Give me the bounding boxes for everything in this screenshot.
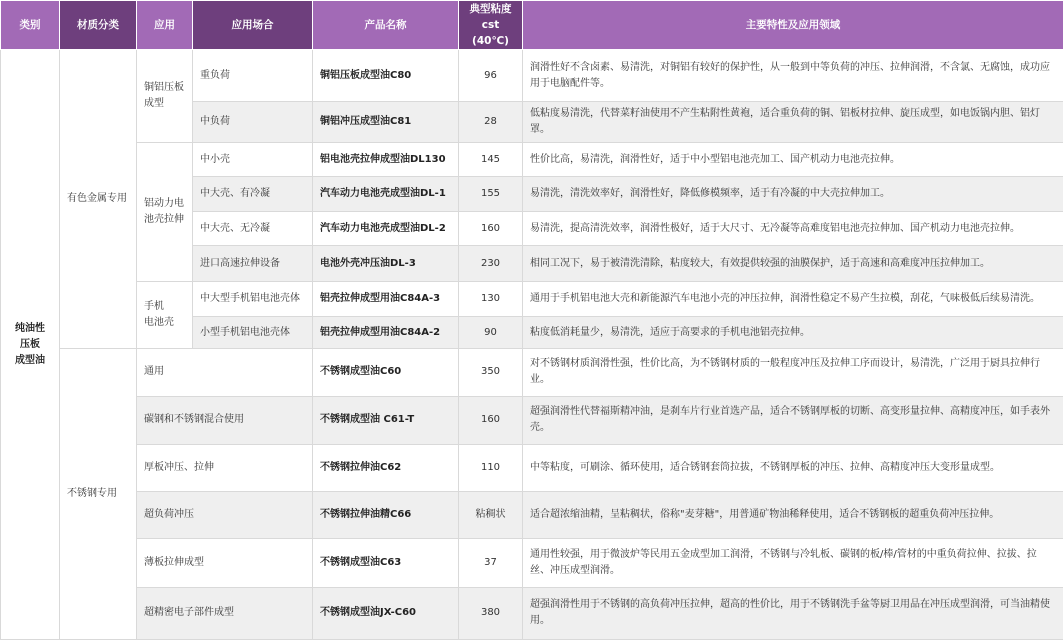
table-row <box>1 444 1063 491</box>
material-nonferrous: 有色金属专用 <box>60 50 137 349</box>
table-header-row <box>1 1 1063 50</box>
viscosity-cell: 160 <box>459 396 523 444</box>
scenario-cell: 中大壳、无冷凝 <box>193 212 313 246</box>
viscosity-cell: 28 <box>459 102 523 143</box>
features-cell: 通用性较强，用于微波炉等民用五金成型加工润滑，不锈钢与冷轧板、碳钢的板/棒/管材的中重负荷拉伸、拉拔、拉丝、冲压成型润滑。 <box>523 538 1063 587</box>
features-cell: 适合超浓缩油精，呈粘稠状，俗称"麦芽糖"，用普通矿物油稀释使用，适合不锈钢板的超重负荷冲压拉伸。 <box>523 491 1063 538</box>
product-cell: 不锈钢成型油JX-C60 <box>313 587 459 639</box>
header-product: 产品名称 <box>313 1 459 50</box>
viscosity-cell: 110 <box>459 444 523 491</box>
viscosity-cell: 90 <box>459 317 523 349</box>
scenario-cell: 厚板冲压、拉伸 <box>137 444 313 491</box>
scenario-cell: 超负荷冲压 <box>137 491 313 538</box>
product-cell: 铜铝压板成型油C80 <box>313 50 459 102</box>
application-phone-battery: 手机 电池壳 <box>137 282 193 349</box>
header-viscosity-line1: 典型粘度 <box>469 3 512 15</box>
scenario-cell: 薄板拉伸成型 <box>137 538 313 587</box>
product-cell: 铝壳拉伸成型用油C84A-3 <box>313 282 459 317</box>
viscosity-cell: 粘稠状 <box>459 491 523 538</box>
table-row <box>1 143 1063 177</box>
table-row <box>1 50 1063 102</box>
scenario-cell: 通用 <box>137 349 313 396</box>
features-cell: 性价比高，易清洗，润滑性好，适于中小型铝电池壳加工、国产机动力电池壳拉伸。 <box>523 143 1063 177</box>
scenario-cell: 超精密电子部件成型 <box>137 587 313 639</box>
table-row <box>1 491 1063 538</box>
product-cell: 铝电池壳拉伸成型油DL130 <box>313 143 459 177</box>
viscosity-cell: 160 <box>459 212 523 246</box>
viscosity-cell: 145 <box>459 143 523 177</box>
application-cu-al: 铜铝压板 成型 <box>137 50 193 143</box>
viscosity-cell: 350 <box>459 349 523 396</box>
scenario-cell: 中小壳 <box>193 143 313 177</box>
features-cell: 低粘度易清洗，代替菜籽油使用不产生粘附性黄袍，适合重负荷的铜、铝板材拉伸、旋压成型，如电饭锅内胆、铝灯罩。 <box>523 102 1063 143</box>
application-al-battery: 铝动力电 池壳拉伸 <box>137 143 193 282</box>
scenario-cell: 中负荷 <box>193 102 313 143</box>
features-cell: 超强润滑性代替福斯精冲油，是刹车片行业首选产品，适合不锈钢厚板的切断、高变形量拉伸、高精度冲压，如手表外壳。 <box>523 396 1063 444</box>
features-cell: 对不锈钢材质润滑性强，性价比高，为不锈钢材质的一般程度冲压及拉伸工序而设计，易清洗，广泛用于厨具拉伸行业。 <box>523 349 1063 396</box>
header-features: 主要特性及应用领域 <box>523 1 1063 50</box>
features-cell: 润滑性好不含卤素、易清洗，对铜铝有较好的保护性，从一般到中等负荷的冲压、拉伸润滑，不含氯、无腐蚀，成功应用于电脑配件等。 <box>523 50 1063 102</box>
scenario-cell: 中大壳、有冷凝 <box>193 177 313 212</box>
product-cell: 不锈钢成型油C60 <box>313 349 459 396</box>
viscosity-cell: 230 <box>459 246 523 282</box>
features-cell: 超强润滑性用于不锈钢的高负荷冲压拉伸，超高的性价比，用于不锈钢洗手盆等厨卫用品在冲压成型润滑，可当油精使用。 <box>523 587 1063 639</box>
product-cell: 不锈钢成型油C63 <box>313 538 459 587</box>
scenario-cell: 碳钢和不锈钢混合使用 <box>137 396 313 444</box>
product-cell: 不锈钢拉伸油精C66 <box>313 491 459 538</box>
header-scenario: 应用场合 <box>193 1 313 50</box>
features-cell: 易清洗，提高清洗效率，润滑性极好，适于大尺寸、无冷凝等高难度铝电池壳拉伸加、国产机动力电池壳拉伸。 <box>523 212 1063 246</box>
product-cell: 铜铝冲压成型油C81 <box>313 102 459 143</box>
product-cell: 不锈钢成型油 C61-T <box>313 396 459 444</box>
features-cell: 粘度低消耗量少，易清洗，适应于高要求的手机电池铝壳拉伸。 <box>523 317 1063 349</box>
scenario-cell: 进口高速拉伸设备 <box>193 246 313 282</box>
scenario-cell: 小型手机铝电池壳体 <box>193 317 313 349</box>
table-row <box>1 349 1063 396</box>
viscosity-cell: 37 <box>459 538 523 587</box>
product-cell: 汽车动力电池壳成型油DL-2 <box>313 212 459 246</box>
header-viscosity <box>459 1 523 50</box>
viscosity-cell: 96 <box>459 50 523 102</box>
product-cell: 铝壳拉伸成型用油C84A-2 <box>313 317 459 349</box>
features-cell: 相同工况下，易于被清洗清除，粘度较大，有效提供较强的油膜保护，适于高速和高难度冲压拉伸加工。 <box>523 246 1063 282</box>
table-row <box>1 282 1063 317</box>
material-stainless: 不锈钢专用 <box>60 349 137 640</box>
product-cell: 汽车动力电池壳成型油DL-1 <box>313 177 459 212</box>
features-cell: 通用于手机铝电池大壳和新能源汽车电池小壳的冲压拉伸，润滑性稳定不易产生拉模，刮花，气味极低后续易清洗。 <box>523 282 1063 317</box>
scenario-cell: 中大型手机铝电池壳体 <box>193 282 313 317</box>
product-cell: 不锈钢拉伸油C62 <box>313 444 459 491</box>
header-material: 材质分类 <box>60 1 137 50</box>
features-cell: 中等粘度，可刷涂、循环使用，适合锈钢套筒拉拔，不锈钢厚板的冲压、拉伸、高精度冲压大变形量成型。 <box>523 444 1063 491</box>
product-cell: 电池外壳冲压油DL-3 <box>313 246 459 282</box>
header-viscosity-line2: cst (40℃) <box>472 19 509 47</box>
viscosity-cell: 380 <box>459 587 523 639</box>
table-row <box>1 587 1063 639</box>
viscosity-cell: 155 <box>459 177 523 212</box>
table-row <box>1 538 1063 587</box>
header-category: 类别 <box>1 1 60 50</box>
category-cell: 纯油性 压板 成型油 <box>1 50 60 640</box>
scenario-cell: 重负荷 <box>193 50 313 102</box>
features-cell: 易清洗，清洗效率好，润滑性好，降低修模频率，适于有冷凝的中大壳拉伸加工。 <box>523 177 1063 212</box>
table-row <box>1 396 1063 444</box>
header-application: 应用 <box>137 1 193 50</box>
viscosity-cell: 130 <box>459 282 523 317</box>
